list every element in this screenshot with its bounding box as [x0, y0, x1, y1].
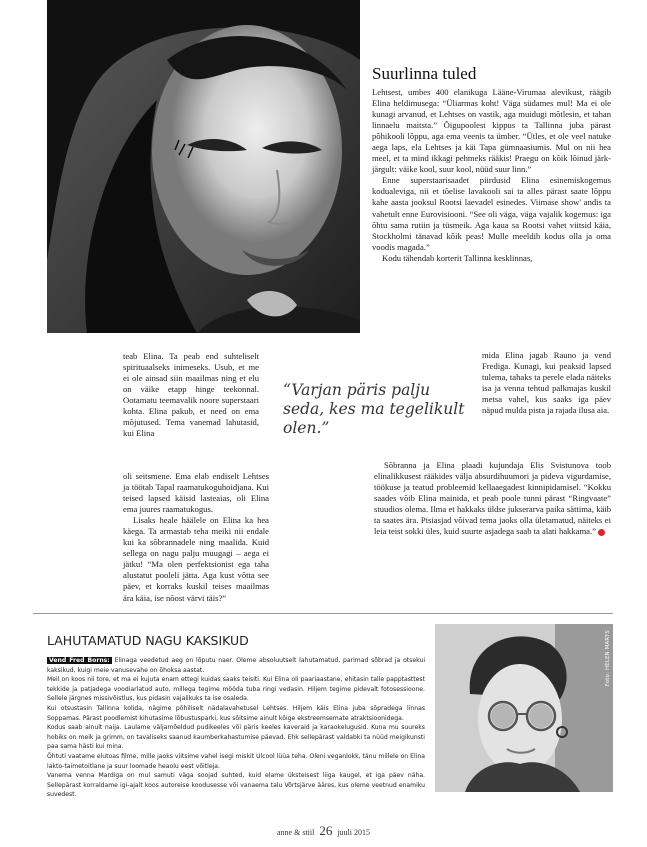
- magazine-name: anne & stiil: [277, 828, 315, 837]
- end-mark-icon: [598, 529, 605, 536]
- photo-credit: Foto: HELEN MARTS: [605, 630, 611, 687]
- brother-photo: [435, 624, 613, 792]
- page-footer: [0, 823, 647, 839]
- sidebar-title: LAHUTAMATUD NAGU KAKSIKUD: [47, 633, 249, 648]
- portrait-illustration: [47, 0, 360, 333]
- sidebar-paragraph: Õhtuti vaatame elutoas filme, mille jaoks viitsime vahel isegi miskit Ulcool lüüa teha. Oleni veganlokk, tänu millele on Elina lakto-taimetoitlane ja suur loomade heaolu eest võitleja.: [47, 752, 425, 770]
- paragraph: [374, 460, 611, 537]
- sidebar-paragraph: Kodus saab ainult naija. Laulame väljamõeldud pudikeeles või päris keeles kaveraid ja karaokelugusid. Kuna mu suureks hobiks on meik ja grimm, on tavaliseks saanud kaumberkahastumise päevad. Ehk sellepärast valdabki ta nüüd meigikunsti paa sama hästi kui mina.: [47, 724, 425, 751]
- paragraph: oli seitsmene. Ema elab endiselt Lehtses ja töötab Tapal raamatukoguhoidjana. Kui teised lapsed käisid lasteaias, oli Elina ema juures raamatukogus.: [123, 471, 269, 515]
- left-column-bottom: [123, 471, 269, 604]
- paragraph-text: Elinaga veedetud aeg on lõputu naer. Oleme absoluutselt lahutamatud, parimad sõbrad ja otsekui kaksikud, kuigi meie vanusevahe on õhoksa aastat.: [47, 657, 426, 674]
- brother-illustration: [435, 624, 613, 792]
- sidebar-paragraph: Vanema venna Mardiga on mul samuti väga soojad suhted, kuid elame üksteisest liiga kaugel, et iga päev näha. Sellepärast korraldame igi-ajalt koos autoreise koodusesse või vanaema talu Võrtsjärve ääres, kus oleme veetnud enamiku suvedest.: [47, 772, 425, 799]
- speaker-tag: Vend Fred Borns:: [49, 657, 110, 664]
- paragraph: Lehtsest, umbes 400 elanikuga Lääne-Virumaa alevikust, räägib Elina heldimusega: “Üliarmas koht! Väga südames mul! Ma ei ole kunagi arvanud, et Lehtses on vastik, aga muidugi mõtlesin, et tahan linnaelu maitsta.” Õigupoolest kippus ta Tallinna juba pärast põhikooli lõppu, aga ema veenis ta ümber. “Ütles, et ole veel natuke aega laps, ela Lehtses ja käi Tapa gümnaasiumis. Mul on nii hea meel, et ta mind ikkagi pehmeks rääkis! Praegu on kõik lõinud järk-järgult: väike kool, suur kool, nüüd suur linn.”: [372, 87, 611, 175]
- section-divider: [33, 613, 613, 614]
- right-column-top: [372, 87, 611, 264]
- issue-date: juuli 2015: [337, 828, 370, 837]
- paragraph: Kodu tähendab korterit Tallinna kesklinnas,: [382, 252, 533, 263]
- page-number: 26: [319, 823, 333, 838]
- sidebar-paragraph: Kui otsustasin Tallinna kolida, nägime põhiliselt nädalavahetusel Lehtses. Hiljem käis Elina juba sõpradega linnas Soppamas. Pärast poodlemist kihutasime lõbustusparki, kus sõitsime ainult kõige ekstreemsemate atraktsioonidega.: [47, 704, 425, 722]
- sidebar-paragraph: Meil on koos nii tore, et ma ei kujuta enam ettegi kuidas saaks teisiti. Kui Elina oli paariaastane, ehitasin talle papptasttest tekkide ja patjadega voodiarlatud auto, millega tegime mööda tuba ringi vedasin. Hiljem tegime pidevalt fotosessioone. Sellele järgnes missivõistlus, kus pidasin vajalikuks ta ise osaleda.: [47, 676, 425, 703]
- paragraph: Lisaks heale häälele on Elina ka hea käega. Ta armastab teha meiki nii endale kui ka sõbrannadele ning maalida. Kuid sellega on nagu palju muugagi – aega ei jätku! “Ma olen perfektsionist ega taha alustatut pooleli jätta. Aga kust võtta see päev, et korraks kuskil teises maailmas ära käia, ise nõost värvi täis?”: [123, 515, 269, 603]
- paragraph: teab Elina. Ta peab end suhteliselt spirituaalseks inimeseks. Usub, et me ei ole ainsad siin maailmas ning et elu on väike etapp hinge teekonnal. Ootamatu teemavalik noore superstaari kohta. Elina pakub, et need on ema mõjutused. Tema vanemad lahutasid, kui Elina: [123, 351, 259, 439]
- article-title: Suurlinna tuled: [372, 64, 477, 83]
- right-column-bottom: [374, 460, 611, 537]
- right-column-mid: [482, 350, 611, 416]
- paragraph-text: Sõbranna ja Elina plaadi kujundaja Elis Svistunova toob elinalikkusest rääkides välja absurdihuumori ja pideva vigurdamise, töökuse ja teatud probleemid kellaaegadest kinnipidamisel. “Kokku saades võib Elina mainida, et peab poole tunni pärast “Ringvaate” stuudios olema. Ilma et hakkaks üldse jukserarva paika sättima, käib ta saates ära. Pisiasjad võivad tema jaoks olla ületamatud, näiteks ei leia teist sokki üles, kuid suurte asjadega saab ta alati hakkama.”: [374, 460, 611, 537]
- portrait-photo: [47, 0, 360, 333]
- sidebar-paragraph: [47, 656, 425, 675]
- left-column-top: [123, 351, 259, 439]
- pull-quote: “Varjan päris palju seda, kes ma tegelikult olen.”: [283, 381, 465, 437]
- paragraph: mida Elina jagab Rauno ja vend Frediga. Kunagi, kui peaksid lapsed tulema, tahaks ta perele elada näiteks isa ja venna tehtud palkmajas kuskil metsa vahel, kus saaks iga päev näpud mulda pista ja rajada ilusa aia.: [482, 350, 611, 416]
- sidebar-text: [47, 656, 425, 800]
- paragraph: Enne superstaarisaadet piirdusid Elina esinemiskogemus kodualeviga, nii et tõelise lavakooli sai ta alles pärast saate lõppu kahe aasta jooksul Rootsi laevadel esinedes. Viimase show' andis ta vahetult enne Eurovisiooni. “See oli väga, väga vajalik kogemus: iga õhtu sama rutiin ja tüsmeik. Aga kaua sa Rootsi vahet viitsid käia, Stockholmi tänavad kõik peas! Mulle meeldib kodus olla ja oma voodis magada.”: [372, 175, 611, 252]
